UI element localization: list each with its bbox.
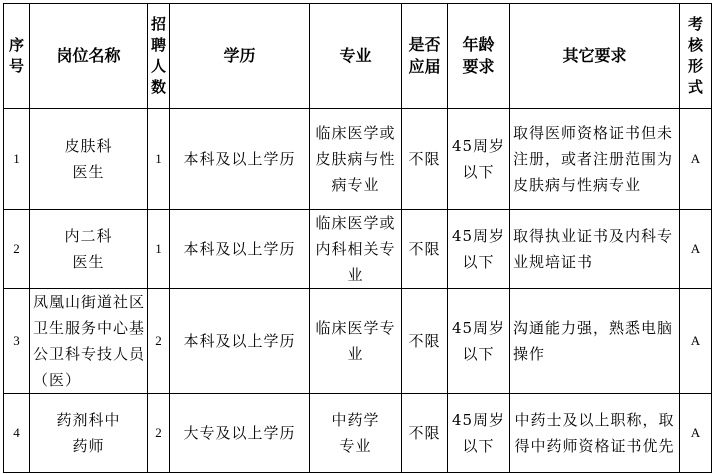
cell-seq: 1 [4, 109, 30, 210]
header-exam-type-text: 考核形式 [687, 15, 703, 96]
header-other: 其它要求 [510, 4, 680, 109]
header-age [448, 4, 510, 109]
cell-age: 45周岁以下 [448, 109, 510, 210]
cell-fresh-grad: 不限 [402, 210, 448, 289]
header-exam-type [680, 4, 712, 109]
cell-education: 本科及以上学历 [170, 109, 310, 210]
cell-fresh-grad: 不限 [402, 394, 448, 473]
table-row [4, 109, 712, 210]
header-age-text: 年龄要求 [462, 35, 495, 76]
cell-major-text: 中药学专业 [331, 411, 380, 455]
cell-education: 本科及以上学历 [170, 210, 310, 289]
cell-exam-type: A [680, 109, 712, 210]
cell-education: 本科及以上学历 [170, 289, 310, 394]
cell-age: 45周岁以下 [448, 394, 510, 473]
cell-age: 45周岁以下 [448, 210, 510, 289]
cell-exam-type: A [680, 210, 712, 289]
cell-other: 中药士及以上职称，取得中药师资格证书优先 [510, 394, 680, 473]
cell-seq: 2 [4, 210, 30, 289]
header-position: 岗位名称 [30, 4, 148, 109]
cell-count: 2 [148, 289, 170, 394]
cell-exam-type: A [680, 394, 712, 473]
cell-other: 取得执业证书及内科专业规培证书 [510, 210, 680, 289]
table-row [4, 289, 712, 394]
cell-other: 沟通能力强，熟悉电脑操作 [510, 289, 680, 394]
table-row [4, 394, 712, 473]
cell-major [310, 394, 402, 473]
header-seq-text: 序号 [8, 36, 24, 75]
cell-education: 大专及以上学历 [170, 394, 310, 473]
cell-count: 2 [148, 394, 170, 473]
cell-seq: 3 [4, 289, 30, 394]
cell-seq: 4 [4, 394, 30, 473]
table-header-row [4, 4, 712, 109]
header-seq [4, 4, 30, 109]
header-count [148, 4, 170, 109]
cell-position: 凤凰山街道社区卫生服务中心基公卫科专技人员（医） [30, 289, 148, 394]
cell-position-text: 内二科医生 [64, 227, 113, 271]
cell-position [30, 109, 148, 210]
table-row [4, 210, 712, 289]
cell-fresh-grad: 不限 [402, 289, 448, 394]
cell-exam-type: A [680, 289, 712, 394]
cell-position-text: 皮肤科医生 [64, 137, 113, 181]
cell-fresh-grad: 不限 [402, 109, 448, 210]
cell-major-text: 临床医学或皮肤病与性病专业 [315, 124, 396, 194]
cell-position-text: 药剂科中药师 [56, 411, 121, 455]
cell-other: 取得医师资格证书但未注册，或者注册范围为皮肤病与性病专业 [510, 109, 680, 210]
cell-age: 45周岁以下 [448, 289, 510, 394]
cell-major [310, 210, 402, 289]
recruitment-table [3, 3, 712, 473]
cell-major-text: 临床医学专业 [315, 319, 396, 363]
header-major: 专业 [310, 4, 402, 109]
cell-position [30, 210, 148, 289]
header-education: 学历 [170, 4, 310, 109]
cell-major-text: 临床医学或内科相关专业 [315, 214, 396, 284]
cell-count: 1 [148, 109, 170, 210]
cell-count: 1 [148, 210, 170, 289]
header-fresh-grad [402, 4, 448, 109]
cell-major [310, 289, 402, 394]
cell-major [310, 109, 402, 210]
header-fresh-grad-text: 是否应届 [408, 35, 441, 76]
header-count-text: 招聘人数 [150, 15, 166, 96]
cell-position [30, 394, 148, 473]
